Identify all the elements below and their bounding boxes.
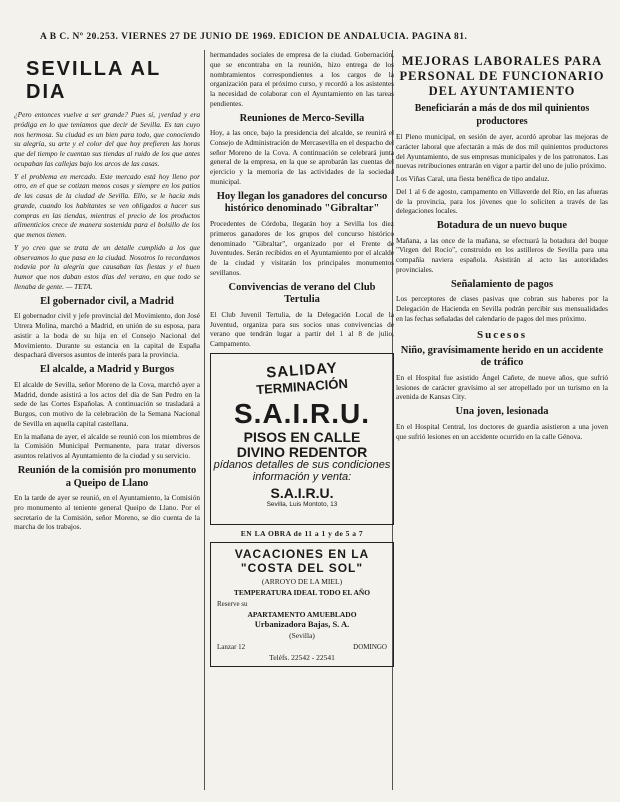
ad-line: SALIDAY (265, 359, 339, 382)
ad-line: información y venta: (252, 471, 352, 484)
ad-line: S.A.I.R.U. (270, 485, 334, 502)
article-paragraph: Procedentes de Córdoba, llegarán hoy a Sevilla los diez primeros ganadores de los grupos del concurso histórico denominado "Gibraltar", organizado por el Frente de Juventudes. Serán recibidos en el Ayuntamiento por el alcalde de la ciudad y visitarán los principales monumentos sevillanos. (210, 218, 394, 277)
column-divider (204, 50, 205, 790)
headline-club: Convivencias de verano del Club Tertulia (228, 281, 376, 306)
article-paragraph: En la mañana de ayer, el alcalde se reunió con los miembros de la Comisión Municipal Permanente, para tratar diversos asuntos relativos al Ayuntamiento de la ciudad y su servicio. (14, 431, 200, 461)
ad-line: TERMINACIÓN (255, 375, 349, 397)
article-paragraph: En la tarde de ayer se reunió, en el Ayuntamiento, la Comisión pro monumento al teniente general Queipo de Llano. Por el secretario de la Comisión, señor Moreno, se dio cuenta de la marcha de los trabajos. (14, 493, 200, 532)
article-paragraph: El alcalde de Sevilla, señor Moreno de la Cova, marchó ayer a Madrid, donde asistirá a los actos del día de San Pedro en la sede de las Cortes Españolas. A continuación se trasladará a Burgos, con motivo de la celebración de la Semana Nacional de Sevilla en aquella capital castellana. (14, 379, 200, 428)
section-sucesos: Sucesos (476, 328, 528, 341)
article-paragraph: Mañana, a las once de la mañana, se efectuará la botadura del buque "Virgen del Rocío", construido en los astilleros de Sevilla para una compañía naviera española. Asistirán al acto las autoridades provinciales. (396, 235, 608, 275)
article-paragraph: Hoy, a las once, bajo la presidencia del alcalde, se reunirá el Consejo de Administración de Mercasevilla en el despacho del señor Moreno de la Cova. A continuación se celebrará junta general de la empresa, en la que se aprobarán las cuentas del ejercicio y la memoria de las actividades de la sociedad municipal. (210, 128, 394, 187)
article-paragraph: En el Hospital fue asistido Ángel Cañete, de nueve años, que sufrió lesiones de carácter gravísimo al ser atropellado por un turismo en la avenida de Kansas City. (396, 372, 608, 402)
headline-gibraltar: Hoy llegan los ganadores del concurso histórico denominado "Gibraltar" (216, 190, 388, 215)
article-paragraph: El Pleno municipal, en sesión de ayer, acordó aprobar las mejoras de carácter laboral que afectarán a más de dos mil quinientos productores del Ayuntamiento, de sus empresas municipales y de los patronatos. Las nuevas retribuciones entrarán en vigor a partir del uno de julio próximo. (396, 132, 608, 171)
ad2-address: Lanzar 12 (217, 642, 246, 651)
ad2-subtitle: (ARROYO DE LA MIEL) (261, 576, 343, 586)
headline-pagos: Señalamiento de pagos (450, 278, 554, 290)
headline-buque: Botadura de un nuevo buque (436, 220, 568, 232)
headline-alcalde: El alcalde, a Madrid y Burgos (39, 364, 175, 376)
headline-mejoras: MEJORAS LABORALES PARA PERSONAL DE FUNCIONARIO DEL AYUNTAMIENTO (399, 54, 605, 98)
ad2-city: (Sevilla) (289, 630, 315, 640)
ad-brand: S.A.I.R.U. (233, 397, 370, 429)
headline-monumento: Reunión de la comisión pro monumento a Queipo de Llano (17, 464, 197, 489)
ad2-phones: Teléfs. 22542 - 22541 (269, 652, 335, 662)
headline-joven: Una joven, lesionada (455, 406, 549, 418)
column-left (14, 50, 200, 535)
article-paragraph: En el Hospital Central, los doctores de guardia asistieron a una joven que sufrió lesiones en un accidente ocurrido en la calle Génova. (396, 421, 608, 441)
article-paragraph: Los Viñas Caral, una fiesta benéfica de tipo andaluz. (396, 174, 550, 184)
page-header: A B C. Nº 20.253. VIERNES 27 DE JUNIO DE 1969. EDICION DE ANDALUCIA. PAGINA 81. (40, 32, 468, 42)
ad2-company: Urbanizadora Bajas, S. A. (254, 618, 350, 629)
headline-merco: Reuniones de Merco-Sevilla (239, 112, 365, 124)
article-paragraph: Los perceptores de clases pasivas que cobran sus haberes por la Delegación de Hacienda en Sevilla podrán percibir sus mensualidades en las fechas señaladas del calendario de pagos del mes próximo. (396, 294, 608, 323)
ad-line: PISOS EN CALLE (243, 428, 361, 445)
ad-address: Sevilla, Luis Montoto, 13 (266, 501, 338, 509)
ad-line: DIVINO REDENTOR (236, 443, 368, 460)
section-title: SEVILLA AL DIA (26, 58, 161, 103)
column-middle (210, 50, 394, 667)
article-paragraph: Y yo creo que se trata de un detalle cumplido a los que observamos lo que pasa en la ciudad. Nosotros lo recordamos todavía por la alegría que causaban las fiestas y el buen humor que nos daban estos días del verano, en que todo se llenaba de gente. — TETA. (14, 242, 200, 292)
column-right (396, 50, 608, 444)
article-paragraph: El Club Juvenil Tertulia, de la Delegación Local de la Juventud, organiza para sus socios unas convivencias de verano que tendrán lugar a partir del 1 al 8 de julio, Campamento. (210, 309, 394, 349)
ad2-apartment: APARTAMENTO AMUEBLADO (247, 609, 357, 619)
ad2-reserve: Reserve su (217, 599, 248, 608)
article-paragraph: hermandades sociales de empresa de la ciudad. Gobernación, que se encontraba en la reunión, hizo entrega de los nombramientos correspondientes a los cargos de la organización para el próximo curso, y recordó a los asistentes la necesidad de colaborar con el Ayuntamiento en las tareas pendientes. (210, 50, 394, 108)
headline-nino: Niño, gravísimamente herido en un accidente de tráfico (400, 344, 604, 369)
ad2-footer (217, 643, 387, 651)
advertisement-costa-del-sol (210, 542, 394, 667)
ad2-temperature: TEMPERATURA IDEAL TODO EL AÑO (233, 587, 371, 597)
advertisement-sairu (210, 353, 394, 525)
article-paragraph: ¿Pero entonces vuelve a ser grande? Pues sí, ¡verdad y era pródiga en lo que teníamos que decir de Sevilla. Es tan cuyo nos hermosa. Su ciudad es un bien para todo, que conociendo su alegría, su arte y el color del que hoy prefieren las horas que del tiempo le cuentan sus tiendas al ruido de los que antes ocupaban las callejas bajo los arcos de las casas. (14, 110, 200, 168)
ad-hours: EN LA OBRA de 11 a 1 y de 5 a 7 (240, 528, 364, 538)
subheadline-mejoras: Beneficiarán a más de dos mil quinientos productores (414, 103, 590, 127)
article-paragraph: Del 1 al 6 de agosto, campamento en Villaverde del Río, en las afueras de la provincia, para los jóvenes que lo soliciten a través de las delegaciones locales. (396, 186, 608, 216)
ad2-title: VACACIONES EN LA "COSTA DEL SOL" (234, 546, 370, 575)
article-paragraph: Y el problema en mercado. Este mercado está hoy lleno por otro, en el que se cotizan menos cosas y siempre en los patios de las casas de la ciudad de Sevilla. Ello, se le hacía más grande, cuando los habitantes se ven obligados a hacer sus compras en las tiendas, mientras el precio de los productos alimenticios crece de manera sostenida para el bolsillo de los que menos tienen. (14, 171, 200, 240)
ad2-day: DOMINGO (353, 642, 387, 651)
article-paragraph: El gobernador civil y jefe provincial del Movimiento, don José Utrera Molina, marchó a Madrid, en unión de su esposa, para asistir a la boda de su hija en el Consejo Nacional del Movimiento. Durante su estancia en la capital de España despachará diversos asuntos de interés para la provincia. (14, 311, 200, 360)
ad-line: pídanos detalles de sus condiciones (213, 459, 391, 472)
headline-gobernador: El gobernador civil, a Madrid (40, 295, 174, 307)
